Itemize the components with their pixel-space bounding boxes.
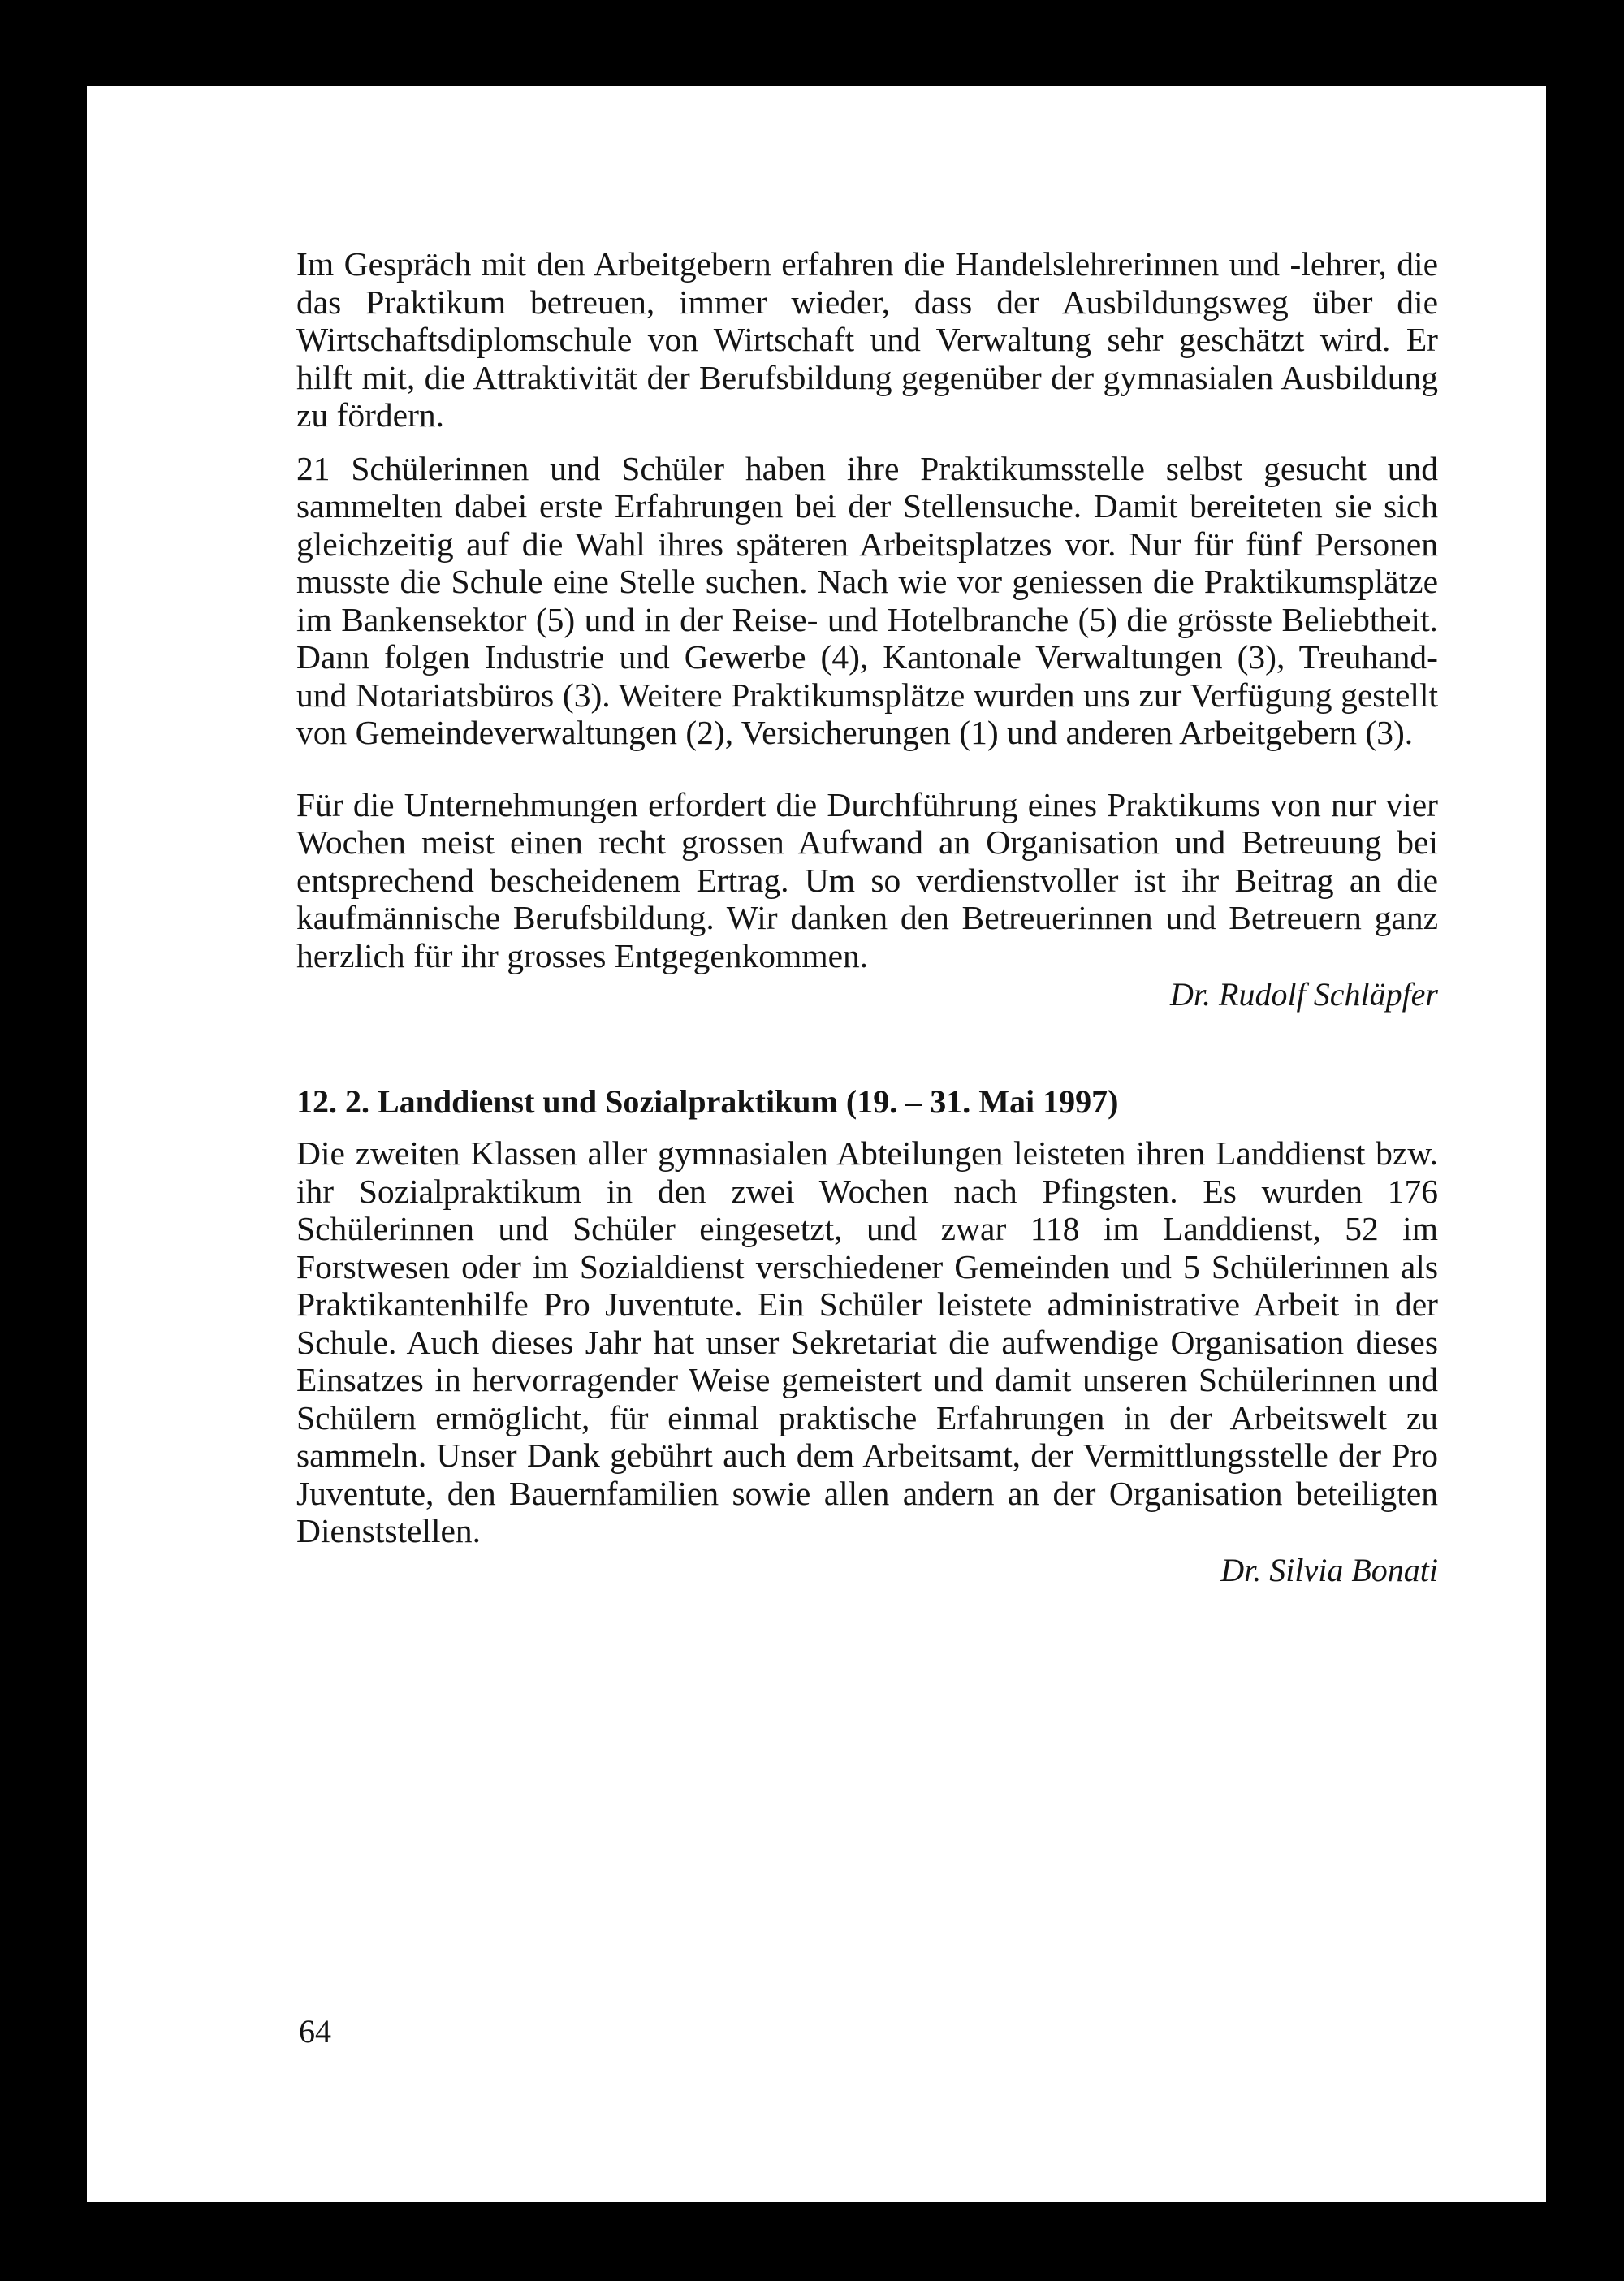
document-page [87, 86, 1546, 2202]
paragraph-internship-placements: 21 Schülerinnen und Schüler haben ihre Praktikumsstelle selbst gesucht und sammelten dabei erste Erfahrungen bei der Stellensuche. Damit bereiteten sie sich gleichzeitig auf die Wahl ihres späteren Arbeitsplatzes vor. Nur für fünf Personen musste die Schule eine Stelle suchen. Nach wie vor geniessen die Praktikumsplätze im Bankensektor (5) und in der Reise- und Hotelbranche (5) die grösste Beliebtheit. Dann folgen Industrie und Gewerbe (4), Kantonale Verwaltungen (3), Treuhand- und Notariatsbüros (3). Weitere Praktikumsplätze wurden uns zur Verfügung gestellt von Gemeindeverwaltungen (2), Versicherungen (1) und anderen Arbeitgebern (3). [296, 449, 1438, 751]
paragraph-landdienst: Die zweiten Klassen aller gymnasialen Abteilungen leisteten ihren Landdienst bzw. ihr Sozialpraktikum in den zwei Wochen nach Pfingsten. Es wurden 176 Schülerinnen und Schüler eingesetzt, und zwar 118 im Landdienst, 52 im Forstwesen oder im Sozialdienst verschiedener Gemeinden und 5 Schülerinnen als Praktikantenhilfe Pro Juventute. Ein Schüler leistete administrative Arbeit in der Schule. Auch dieses Jahr hat unser Sekretariat die aufwendige Organisation dieses Einsatzes in hervorragender Weise gemeistert und damit unseren Schülerinnen und Schülern ermöglicht, für einmal praktische Erfahrungen in der Arbeitswelt zu sammeln. Unser Dank gebührt auch dem Arbeitsamt, der Vermittlungsstelle der Pro Juventute, den Bauernfamilien sowie allen andern an der Organisation beteiligten Dienststellen. [296, 1134, 1438, 1549]
signature-schlaepfer: Dr. Rudolf Schläpfer [1170, 976, 1438, 1013]
section-heading-landdienst: 12. 2. Landdienst und Sozialpraktikum (19. – 31. Mai 1997) [296, 1083, 1119, 1120]
paragraph-employer-feedback: Im Gespräch mit den Arbeitgebern erfahren die Handelslehrerinnen und -lehrer, die das Praktikum betreuen, immer wieder, dass der Ausbildungsweg über die Wirtschaftsdiplomschule von Wirtschaft und Verwaltung sehr geschätzt wird. Er hilft mit, die Attraktivität der Berufsbildung gegenüber der gymnasialen Ausbildung zu fördern. [296, 245, 1438, 434]
page-content [296, 245, 1438, 1589]
page-number: 64 [299, 2013, 331, 2050]
paragraph-thanks-companies: Für die Unternehmungen erfordert die Durchführung eines Praktikums von nur vier Wochen meist einen recht grossen Aufwand an Organisation und Betreuung bei entsprechend bescheidenem Ertrag. Um so verdienstvoller ist ihr Beitrag an die kaufmännische Berufsbildung. Wir danken den Betreuerinnen und Betreuern ganz herzlich für ihr grosses Entgegenkommen. [296, 785, 1438, 974]
signature-bonati: Dr. Silvia Bonati [1220, 1551, 1438, 1588]
